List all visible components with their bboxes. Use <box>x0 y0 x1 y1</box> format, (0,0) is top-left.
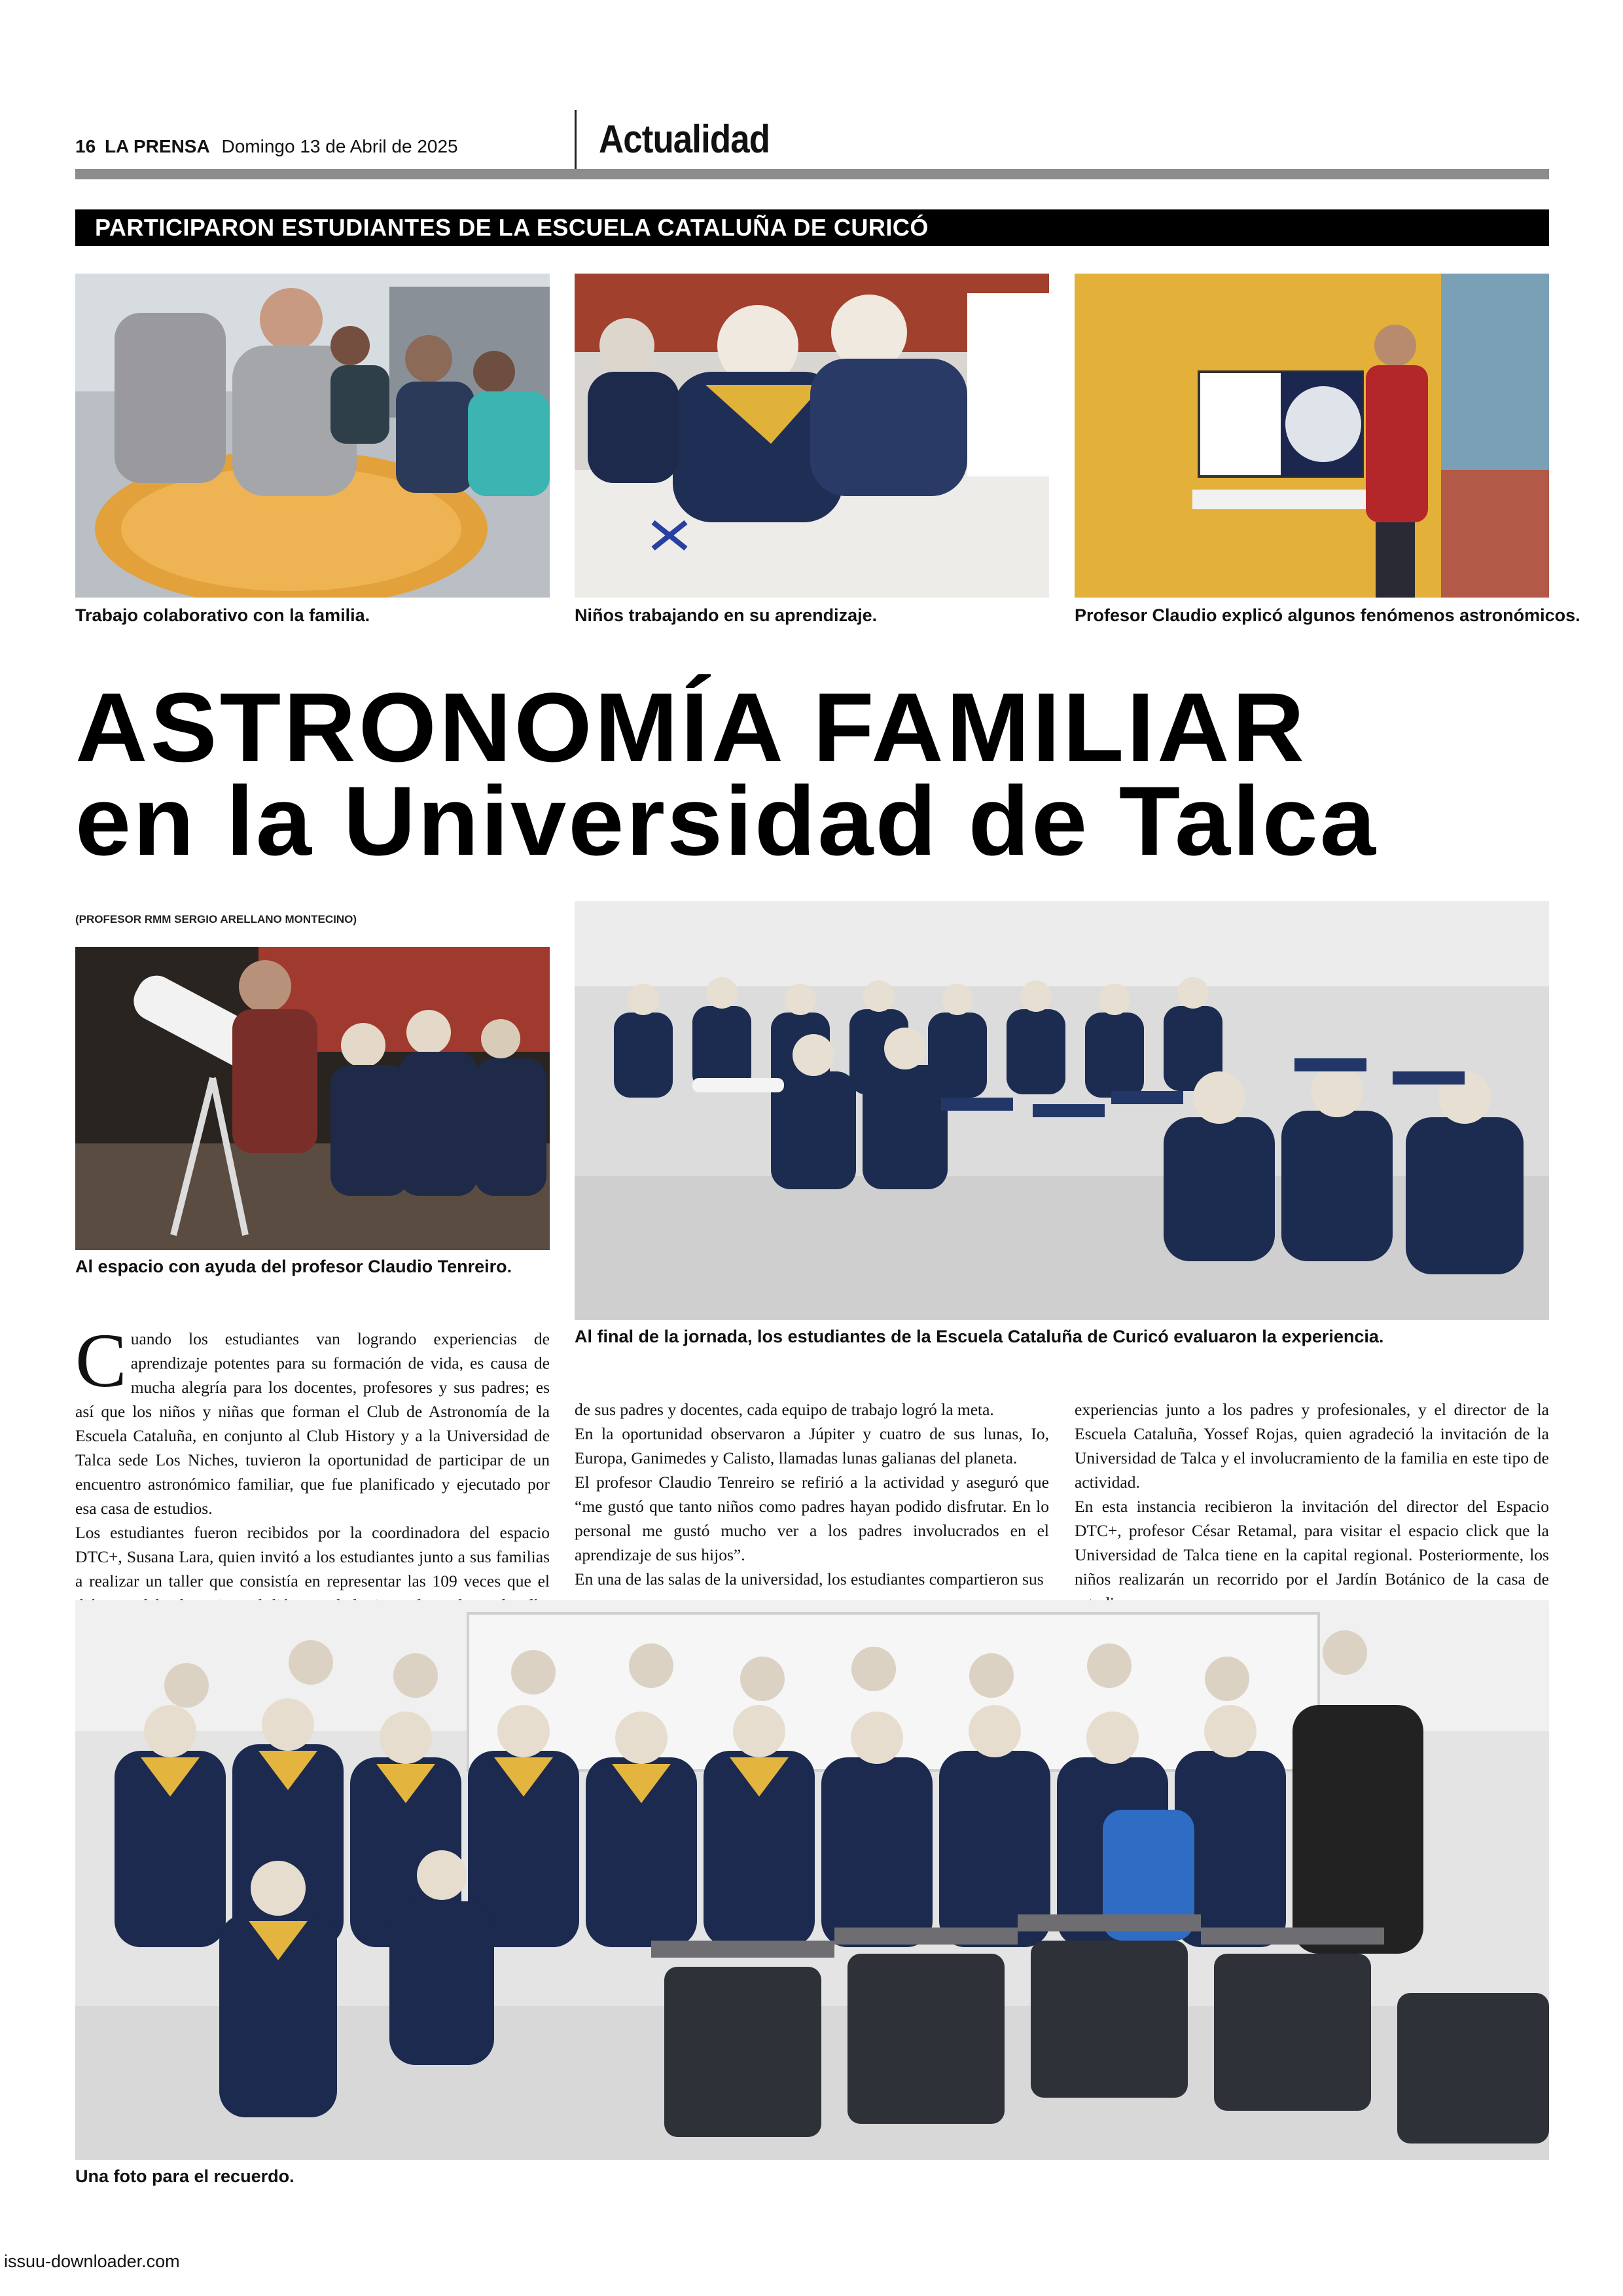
headline-line-2: en la Universidad de Talca <box>75 766 1378 876</box>
photo-classroom-evaluation-caption: Al final de la jornada, los estudiantes de la Escuela Cataluña de Curicó evaluaron la experiencia. <box>575 1327 1384 1346</box>
photo-telescope <box>75 947 550 1250</box>
article-paragraph: de sus padres y docentes, cada equipo de trabajo logró la meta. <box>575 1400 994 1419</box>
newspaper-name: LA PRENSA <box>104 136 210 156</box>
issue-date: Domingo 13 de Abril de 2025 <box>221 136 458 156</box>
photo-group-souvenir <box>75 1600 1549 2160</box>
headline-line-1: ASTRONOMÍA FAMILIAR <box>75 672 1308 782</box>
page-number: 16 <box>75 136 96 156</box>
article-paragraph: En esta instancia recibieron la invitación del director del Espacio DTC+, profesor César Retamal, para visitar el espacio click que la Universidad de Talca tiene en la capital regional. Posteriormente, los niños realizarán un recorrido por el Jardín Botánico de la casa de <box>1075 1497 1549 1588</box>
photo-professor-explains-caption: Profesor Claudio explicó algunos fenómenos astronómicos. <box>1075 605 1580 625</box>
kicker-bar: PARTICIPARON ESTUDIANTES DE LA ESCUELA CATALUÑA DE CURICÓ <box>75 209 1549 246</box>
header-rule <box>75 169 1549 179</box>
photo-group-souvenir-caption: Una foto para el recuerdo. <box>75 2166 294 2186</box>
photo-family-collaboration <box>75 274 550 598</box>
article-paragraph: uando los estudiantes van logrando experiencias de aprendizaje potentes para su formación de vida, es causa de mucha alegría para los docentes, profesores y sus padres; es así que los niños y niñas que forman el Club de Astronomía de la Escuela Cataluña, en conjunto al Club History y a la Universidad de Talca sede Los Niches, tuvieron la oportunidad de participar de un encuentro astronómico familiar, que fue planificado y ejecutado por esa casa de estudios. <box>75 1329 550 1518</box>
page-header-info <box>75 136 458 157</box>
section-title: Actualidad <box>599 117 770 161</box>
article-paragraph: experiencias junto a los padres y profesionales, y el director de la Escuela Cataluña, Yossef Rojas, quien agradeció la invitación de la Universidad de Talca y el involucramiento de la familia en este tipo de actividad. <box>1075 1400 1549 1492</box>
article-paragraph: En la oportunidad observaron a Júpiter y cuatro de sus lunas, Io, Europa, Ganimedes y Calisto, llamadas lunas galianas del planeta. <box>575 1424 1049 1467</box>
photo-classroom-evaluation <box>575 901 1549 1320</box>
article-paragraph: El profesor Claudio Tenreiro se refirió a la actividad y aseguró que “me gustó que tanto niños como padres hayan podido disfrutar. En lo personal me gustó mucho ver a los padres involucrados en el aprendizaje de sus hijos”. <box>575 1473 1049 1564</box>
article-column-3 <box>1075 1397 1549 1615</box>
drop-cap: C <box>75 1318 127 1403</box>
byline: (PROFESOR RMM SERGIO ARELLANO MONTECINO) <box>75 913 357 925</box>
article-paragraph: Los estudiantes fueron recibidos por la coordinadora del espacio DTC+, Susana Lara, quien invitó a los estudiantes junto a sus familias a realizar un taller que consistía en representar las 109 veces que el <box>75 1523 550 1590</box>
article-paragraph: En una de las salas de la universidad, los estudiantes compartieron sus <box>575 1570 1044 1588</box>
photo-professor-explains <box>1075 274 1549 598</box>
header-divider <box>575 110 577 170</box>
article-column-2 <box>575 1397 1049 1591</box>
photo-family-collaboration-caption: Trabajo colaborativo con la familia. <box>75 605 370 625</box>
photo-children-working <box>575 274 1049 598</box>
article-column-1 <box>75 1318 550 1641</box>
watermark: issuu-downloader.com <box>4 2251 180 2271</box>
photo-children-working-caption: Niños trabajando en su aprendizaje. <box>575 605 878 625</box>
photo-telescope-caption: Al espacio con ayuda del profesor Claudio Tenreiro. <box>75 1257 512 1276</box>
